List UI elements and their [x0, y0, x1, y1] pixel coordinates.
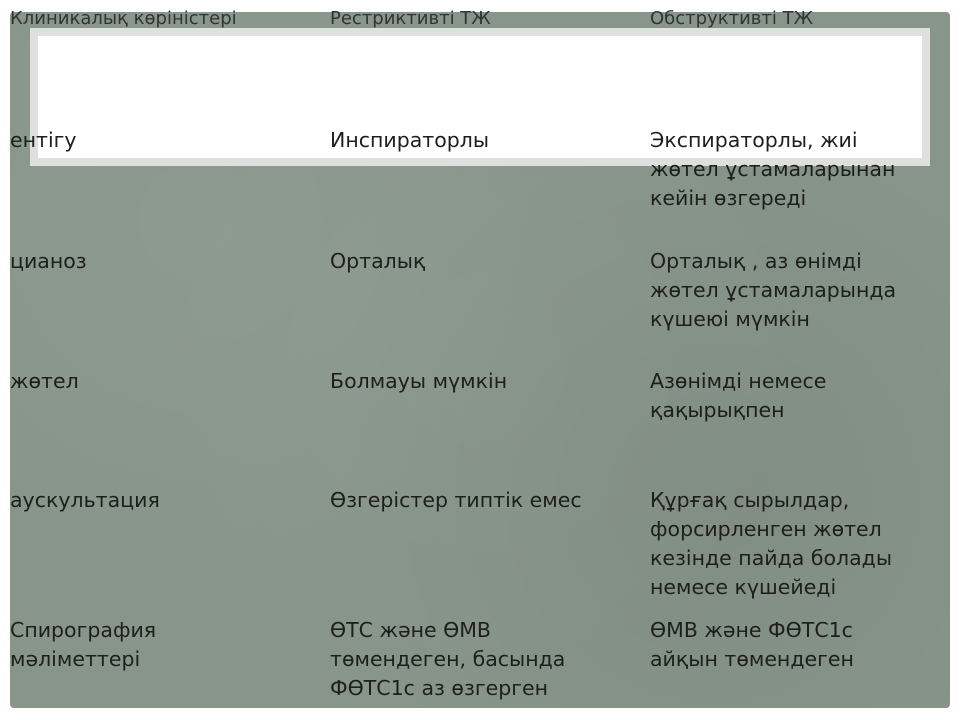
row-spirography-label: Спирография мәліметтері — [10, 618, 157, 671]
row-auscultation-label: аускультация — [10, 488, 160, 512]
row-cough-obstructive: Азөнімді немесе қақырықпен — [650, 369, 827, 422]
header-obstructive: Обструктивті ТЖ — [650, 8, 813, 29]
row-dyspnea-label: ентігу — [10, 128, 77, 152]
row-cyanosis-restrictive: Орталық — [330, 249, 426, 273]
header-clinical: Клиникалық көріністері — [10, 8, 237, 29]
left-edge-strip — [0, 0, 10, 340]
row-spirography-obstructive: ӨМВ және ФӨТС1с айқын төмендеген — [650, 618, 854, 671]
row-cough-restrictive: Болмауы мүмкін — [330, 369, 508, 393]
row-auscultation-restrictive: Өзгерістер типтік емес — [330, 488, 582, 512]
row-spirography-restrictive: ӨТС және ӨМВ төмендеген, басында ФӨТС1с аз өзгерген — [330, 618, 566, 700]
row-dyspnea-restrictive: Инспираторлы — [330, 128, 490, 152]
row-cyanosis-obstructive: Орталық , аз өнімді жөтел ұстамаларында күшеюі мүмкін — [650, 249, 897, 331]
row-cough-label: жөтел — [10, 369, 79, 393]
row-cyanosis-label: цианоз — [10, 249, 87, 273]
row-auscultation-obstructive: Құрғақ сырылдар, форсирленген жөтел кезінде пайда болады немесе күшейеді — [650, 488, 893, 599]
header-restrictive: Рестриктивті ТЖ — [330, 8, 491, 29]
row-dyspnea-obstructive: Экспираторлы, жиі жөтел ұстамаларынан кейін өзгереді — [650, 128, 896, 210]
